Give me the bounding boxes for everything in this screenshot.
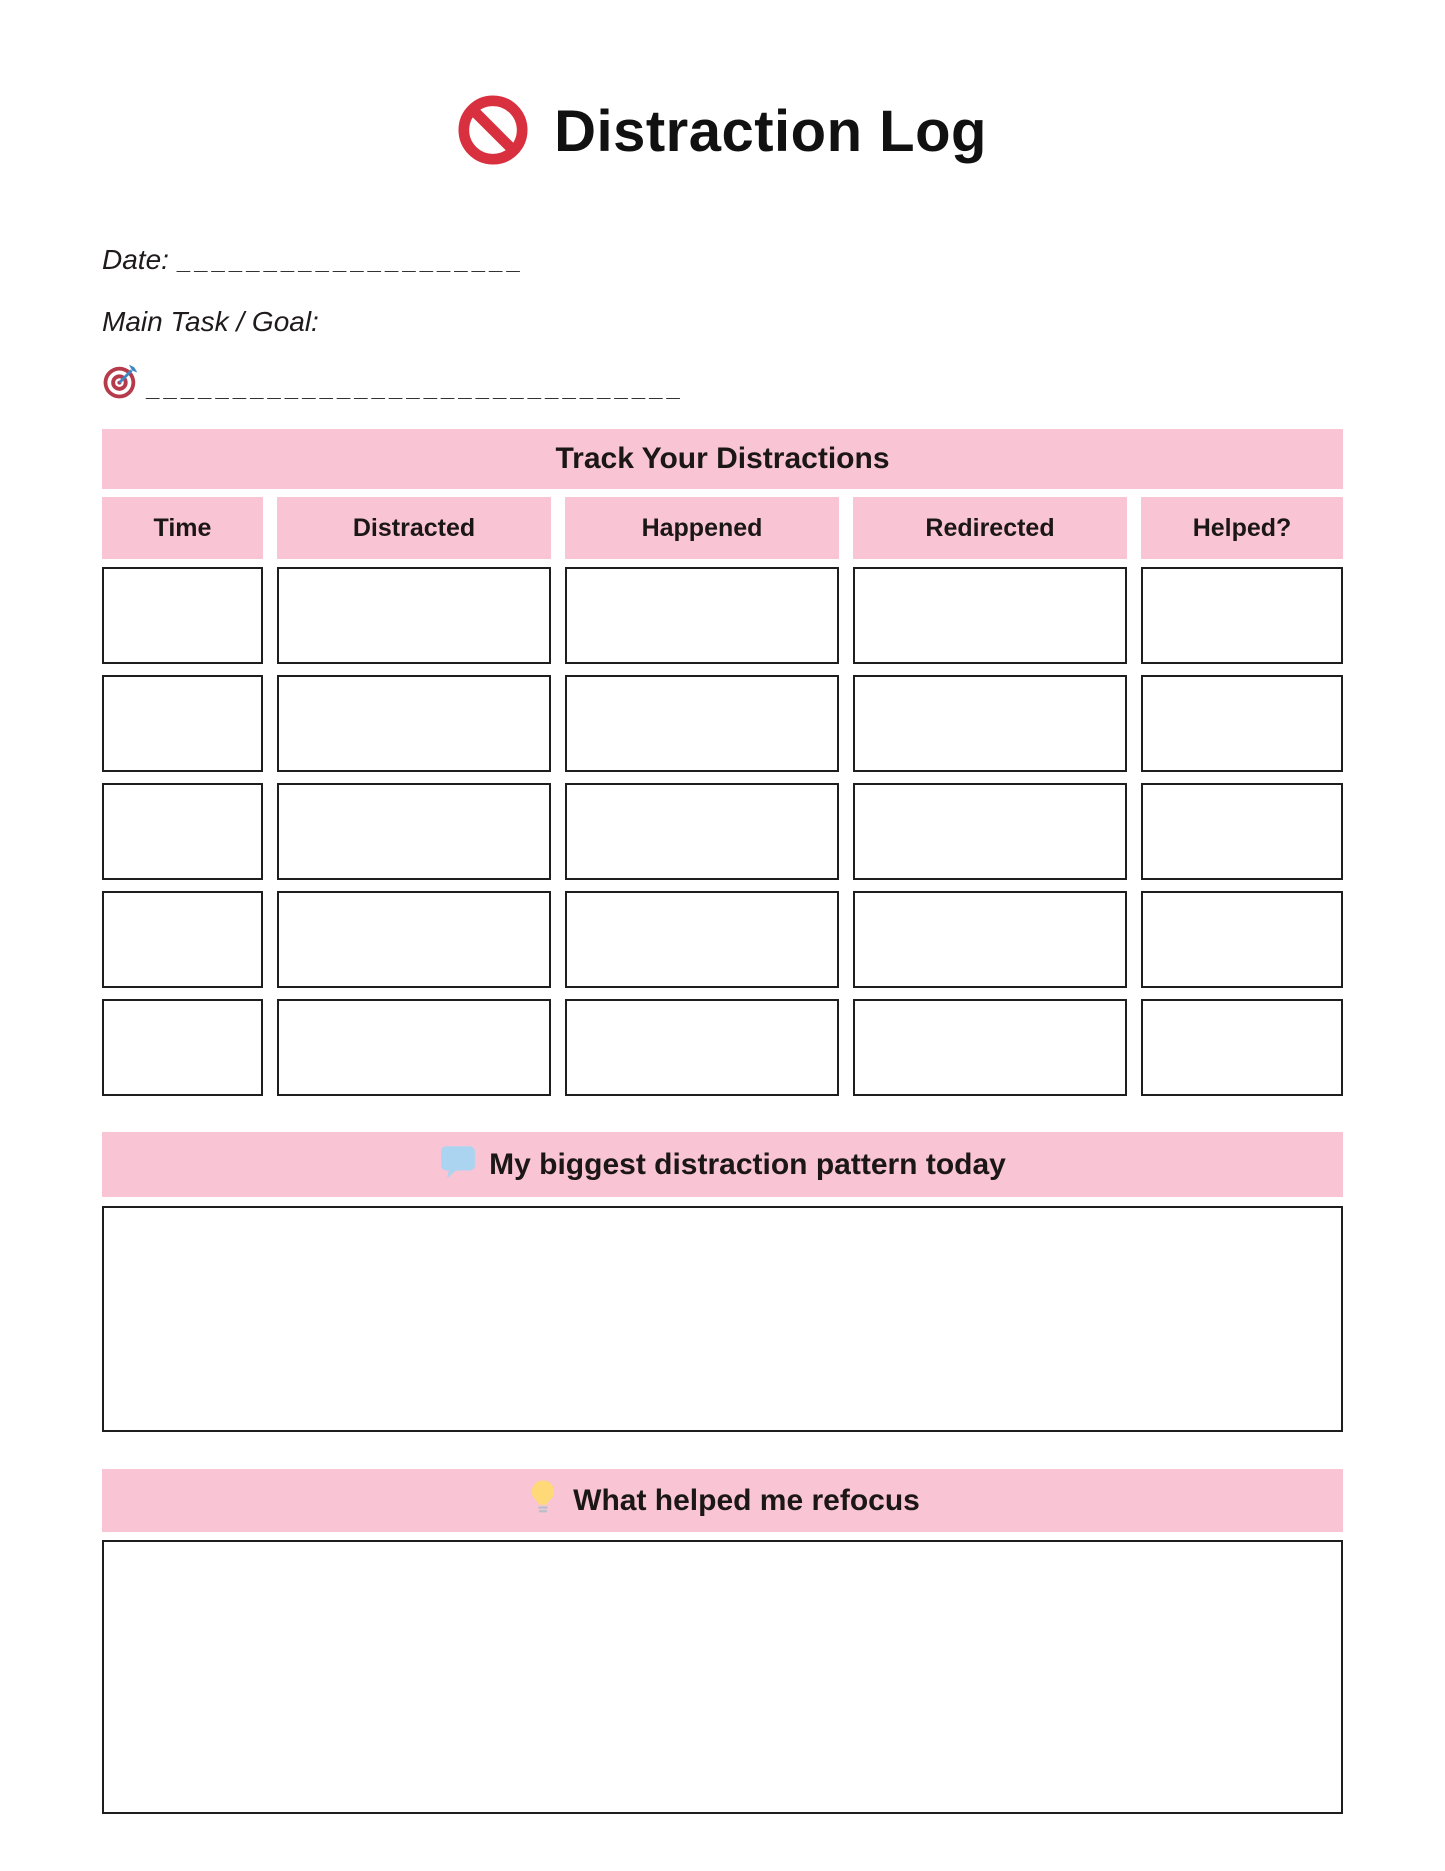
entry-cell-row3-distracted[interactable] [277,783,551,880]
tracker-rows [102,567,1343,1096]
date-fill-line[interactable]: ____________________ [176,248,524,275]
entry-cell-row1-distracted[interactable] [277,567,551,664]
entry-cell-row4-time[interactable] [102,891,263,988]
entry-cell-row5-helped[interactable] [1141,999,1343,1096]
refocus-notes-box[interactable] [102,1540,1343,1814]
entry-cell-row1-redirected[interactable] [853,567,1127,664]
entry-cell-row5-happened[interactable] [565,999,839,1096]
tracker-title-bar [102,429,1343,489]
goal-row [102,365,1343,405]
column-header-distracted: Distracted [277,497,551,559]
speech-balloon-icon [439,1142,477,1188]
entry-cell-row3-redirected[interactable] [853,783,1127,880]
pattern-notes-box[interactable] [102,1206,1343,1432]
refocus-section [102,1469,1343,1814]
entry-cell-row1-happened[interactable] [565,567,839,664]
refocus-title-bar [102,1469,1343,1532]
no-entry-icon [458,95,528,170]
entry-cell-row2-helped[interactable] [1141,675,1343,772]
goal-fill-line[interactable]: _______________________________ [146,375,684,402]
entry-cell-row2-redirected[interactable] [853,675,1127,772]
date-row [102,243,1343,277]
entry-cell-row1-helped[interactable] [1141,567,1343,664]
entry-cell-row2-time[interactable] [102,675,263,772]
page-title: Distraction Log [554,99,987,164]
entry-cell-row1-time[interactable] [102,567,263,664]
entry-cell-row5-distracted[interactable] [277,999,551,1096]
entry-cell-row4-redirected[interactable] [853,891,1127,988]
pattern-title: My biggest distraction pattern today [489,1147,1006,1181]
entry-cell-row5-time[interactable] [102,999,263,1096]
entry-cell-row4-happened[interactable] [565,891,839,988]
entry-cell-row3-helped[interactable] [1141,783,1343,880]
entry-cell-row3-time[interactable] [102,783,263,880]
light-bulb-icon [525,1479,561,1523]
goal-label: Main Task / Goal: [102,306,319,337]
entry-cell-row4-distracted[interactable] [277,891,551,988]
date-label: Date: [102,244,169,275]
entry-cell-row3-happened[interactable] [565,783,839,880]
entry-cell-row4-helped[interactable] [1141,891,1343,988]
dart-target-icon [102,362,140,405]
entry-cell-row5-redirected[interactable] [853,999,1127,1096]
column-header-happened: Happened [565,497,839,559]
entry-cell-row2-distracted[interactable] [277,675,551,772]
column-header-helped: Helped? [1141,497,1343,559]
pattern-title-bar [102,1132,1343,1197]
tracker-section [102,429,1343,1096]
refocus-title: What helped me refocus [573,1483,920,1517]
tracker-column-headers [102,497,1343,559]
tracker-title: Track Your Distractions [555,442,890,475]
pattern-section [102,1132,1343,1432]
column-header-redirected: Redirected [853,497,1127,559]
column-header-time: Time [102,497,263,559]
entry-cell-row2-happened[interactable] [565,675,839,772]
page-header [0,96,1445,168]
